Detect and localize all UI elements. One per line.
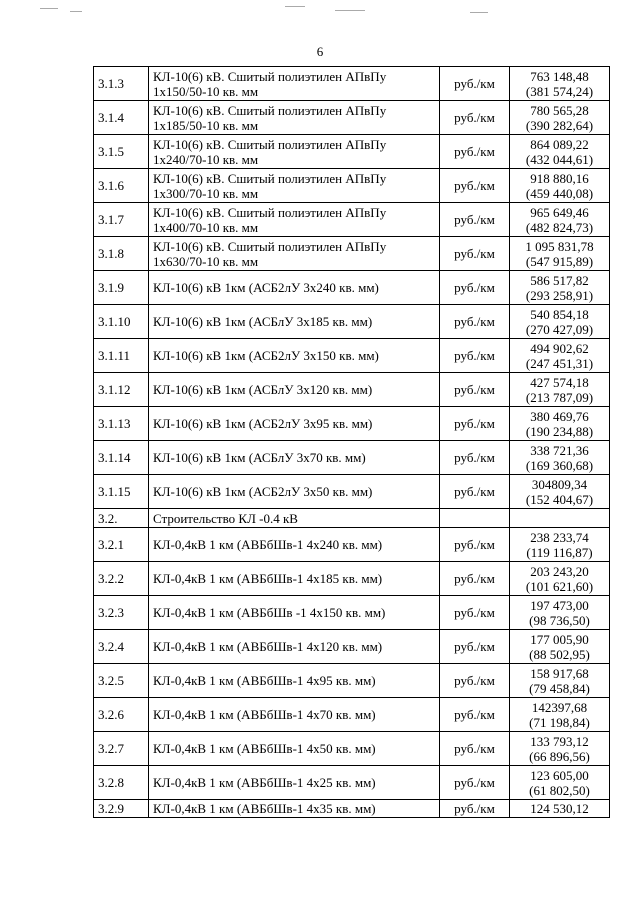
description-line: КЛ-10(6) кВ 1км (АСБлУ 3х70 кв. мм) (153, 450, 366, 465)
item-price (510, 67, 610, 101)
item-number: 3.2.9 (94, 800, 149, 818)
table-row (94, 766, 610, 800)
item-price (510, 630, 610, 664)
item-unit: руб./км (440, 596, 510, 630)
item-description (149, 237, 440, 271)
price-half-value: (152 404,67) (525, 491, 594, 507)
item-description (149, 339, 440, 373)
price-value: 494 902,62 (530, 340, 589, 356)
item-price (510, 373, 610, 407)
item-number: 3.2.4 (94, 630, 149, 664)
item-description (149, 407, 440, 441)
item-unit: руб./км (440, 373, 510, 407)
item-description (149, 441, 440, 475)
item-description (149, 373, 440, 407)
description-line: КЛ-10(6) кВ. Сшитый полиэтилен АПвПу (153, 136, 387, 152)
description-line: КЛ-0,4кВ 1 км (АВБбШв-1 4х240 кв. мм) (153, 537, 383, 552)
item-number: 3.2.6 (94, 698, 149, 732)
item-number: 3.1.14 (94, 441, 149, 475)
table-row (94, 67, 610, 101)
description-line: Строительство КЛ -0.4 кВ (153, 510, 298, 526)
item-price (510, 562, 610, 596)
price-value: 586 517,82 (530, 272, 589, 288)
description-line: КЛ-0,4кВ 1 км (АВБбШв-1 4х25 кв. мм) (153, 775, 376, 790)
item-price (510, 664, 610, 698)
item-description (149, 800, 440, 818)
price-value: 918 880,16 (530, 170, 589, 186)
item-number: 3.1.12 (94, 373, 149, 407)
price-value: 123 605,00 (530, 767, 589, 783)
item-number: 3.1.8 (94, 237, 149, 271)
price-value: 780 565,28 (530, 102, 589, 118)
item-unit: руб./км (440, 135, 510, 169)
item-unit: руб./км (440, 732, 510, 766)
description-line: КЛ-10(6) кВ. Сшитый полиэтилен АПвПу (153, 170, 387, 186)
item-description (149, 562, 440, 596)
table-row (94, 407, 610, 441)
scan-mark (70, 11, 82, 12)
item-number: 3.2.5 (94, 664, 149, 698)
item-number: 3.1.5 (94, 135, 149, 169)
item-price (510, 169, 610, 203)
price-value: 158 917,68 (530, 665, 589, 681)
item-unit: руб./км (440, 169, 510, 203)
item-price (510, 475, 610, 509)
price-value: 133 793,12 (530, 733, 589, 749)
description-line: КЛ-10(6) кВ. Сшитый полиэтилен АПвПу (153, 68, 387, 84)
table-row (94, 305, 610, 339)
scan-mark (470, 12, 488, 13)
item-unit: руб./км (440, 237, 510, 271)
price-value: 380 469,76 (530, 408, 589, 424)
description-line: 1х300/70-10 кв. мм (153, 185, 259, 201)
price-half-value: (101 621,60) (525, 578, 594, 594)
item-price (510, 237, 610, 271)
description-line: КЛ-10(6) кВ 1км (АСБ2лУ 3х50 кв. мм) (153, 484, 373, 499)
price-value: 197 473,00 (530, 597, 589, 613)
item-unit: руб./км (440, 698, 510, 732)
table-row (94, 562, 610, 596)
price-half-value: (88 502,95) (529, 646, 590, 662)
price-value: 142397,68 (531, 699, 588, 715)
description-line: КЛ-10(6) кВ. Сшитый полиэтилен АПвПу (153, 102, 387, 118)
price-half-value: (390 282,64) (525, 117, 594, 133)
item-description (149, 732, 440, 766)
item-number: 3.2.2 (94, 562, 149, 596)
item-number: 3.2.7 (94, 732, 149, 766)
price-value: 965 649,46 (530, 204, 589, 220)
item-price (510, 766, 610, 800)
description-line: КЛ-0,4кВ 1 км (АВБбШв-1 4х70 кв. мм) (153, 707, 376, 722)
table-row (94, 528, 610, 562)
table-row (94, 732, 610, 766)
item-number: 3.1.6 (94, 169, 149, 203)
price-half-value: (119 116,87) (526, 544, 593, 560)
price-value: 238 233,74 (530, 529, 589, 545)
item-number: 3.1.11 (94, 339, 149, 373)
scan-mark (335, 10, 365, 11)
item-price (510, 101, 610, 135)
description-line: КЛ-10(6) кВ. Сшитый полиэтилен АПвПу (153, 238, 387, 254)
description-line: КЛ-0,4кВ 1 км (АВБбШв-1 4х50 кв. мм) (153, 741, 376, 756)
price-half-value: (66 896,56) (529, 748, 590, 764)
item-price (510, 732, 610, 766)
description-line: КЛ-0,4кВ 1 км (АВБбШв-1 4х120 кв. мм) (153, 639, 383, 654)
price-value: 203 243,20 (530, 563, 589, 579)
item-description (149, 271, 440, 305)
item-price (510, 509, 610, 528)
item-number: 3.2.8 (94, 766, 149, 800)
item-unit: руб./км (440, 305, 510, 339)
price-value: 304809,34 (531, 476, 588, 492)
item-number: 3.1.7 (94, 203, 149, 237)
item-price (510, 698, 610, 732)
item-unit: руб./км (440, 407, 510, 441)
item-number: 3.2. (94, 509, 149, 528)
table-row (94, 630, 610, 664)
item-unit: руб./км (440, 562, 510, 596)
item-unit: руб./км (440, 475, 510, 509)
description-line: 1х185/50-10 кв. мм (153, 117, 259, 133)
item-description (149, 630, 440, 664)
table-row (94, 698, 610, 732)
price-half-value: (71 198,84) (529, 714, 590, 730)
item-description (149, 135, 440, 169)
price-half-value: (381 574,24) (525, 83, 594, 99)
table-row (94, 101, 610, 135)
description-line: КЛ-10(6) кВ 1км (АСБ2лУ 3х95 кв. мм) (153, 416, 373, 431)
price-value: 540 854,18 (530, 306, 589, 322)
price-half-value: (293 258,91) (525, 287, 594, 303)
item-price (510, 203, 610, 237)
price-value: 177 005,90 (530, 631, 589, 647)
table-row (94, 475, 610, 509)
item-description (149, 203, 440, 237)
table-row (94, 169, 610, 203)
description-line: 1х150/50-10 кв. мм (153, 83, 259, 99)
description-line: КЛ-0,4кВ 1 км (АВБбШв -1 4х150 кв. мм) (153, 605, 386, 620)
price-half-value: (459 440,08) (525, 185, 594, 201)
description-line: КЛ-10(6) кВ. Сшитый полиэтилен АПвПу (153, 204, 387, 220)
table-row (94, 596, 610, 630)
item-price (510, 441, 610, 475)
description-line: КЛ-0,4кВ 1 км (АВБбШв-1 4х35 кв. мм) (153, 801, 376, 816)
table-row (94, 271, 610, 305)
table-row (94, 441, 610, 475)
price-table-body (94, 67, 610, 818)
description-line: КЛ-0,4кВ 1 км (АВБбШв-1 4х185 кв. мм) (153, 571, 383, 586)
item-description (149, 528, 440, 562)
description-line: 1х630/70-10 кв. мм (153, 253, 259, 269)
item-number: 3.1.10 (94, 305, 149, 339)
item-price (510, 135, 610, 169)
item-unit: руб./км (440, 339, 510, 373)
item-description (149, 305, 440, 339)
item-unit: руб./км (440, 101, 510, 135)
item-unit: руб./км (440, 203, 510, 237)
scan-mark (40, 8, 58, 9)
price-value: 427 574,18 (530, 374, 589, 390)
item-unit: руб./км (440, 271, 510, 305)
price-half-value: (270 427,09) (525, 321, 594, 337)
table-row (94, 203, 610, 237)
item-unit (440, 509, 510, 528)
price-value: 124 530,12 (530, 801, 589, 816)
item-unit: руб./км (440, 441, 510, 475)
description-line: КЛ-10(6) кВ 1км (АСБлУ 3х185 кв. мм) (153, 314, 373, 329)
item-price (510, 305, 610, 339)
item-unit: руб./км (440, 67, 510, 101)
table-row (94, 237, 610, 271)
price-value: 763 148,48 (530, 68, 589, 84)
item-description (149, 169, 440, 203)
table-row (94, 800, 610, 818)
item-number: 3.1.15 (94, 475, 149, 509)
description-line: КЛ-0,4кВ 1 км (АВБбШв-1 4х95 кв. мм) (153, 673, 376, 688)
price-half-value: (213 787,09) (525, 389, 594, 405)
price-half-value: (247 451,31) (525, 355, 594, 371)
price-value: 338 721,36 (530, 442, 589, 458)
description-line: 1х240/70-10 кв. мм (153, 151, 259, 167)
page-number: 6 (316, 44, 324, 59)
item-unit: руб./км (440, 664, 510, 698)
description-line: КЛ-10(6) кВ 1км (АСБ2лУ 3х240 кв. мм) (153, 280, 379, 295)
description-line: КЛ-10(6) кВ 1км (АСБлУ 3х120 кв. мм) (153, 382, 373, 397)
item-unit: руб./км (440, 766, 510, 800)
item-number: 3.1.4 (94, 101, 149, 135)
price-half-value: (190 234,88) (525, 423, 594, 439)
item-number: 3.2.3 (94, 596, 149, 630)
item-description (149, 698, 440, 732)
price-value: 1 095 831,78 (525, 238, 594, 254)
item-description (149, 475, 440, 509)
description-line: КЛ-10(6) кВ 1км (АСБ2лУ 3х150 кв. мм) (153, 348, 379, 363)
table-row (94, 664, 610, 698)
table-row (94, 339, 610, 373)
price-half-value: (61 802,50) (529, 782, 590, 798)
item-price (510, 528, 610, 562)
item-number: 3.1.13 (94, 407, 149, 441)
item-price (510, 339, 610, 373)
item-description (149, 67, 440, 101)
item-number: 3.1.9 (94, 271, 149, 305)
price-table (93, 66, 610, 818)
price-half-value: (482 824,73) (525, 219, 594, 235)
item-description (149, 664, 440, 698)
price-half-value: (79 458,84) (529, 680, 590, 696)
item-description (149, 766, 440, 800)
price-half-value: (169 360,68) (525, 457, 594, 473)
item-price (510, 800, 610, 818)
price-half-value: (432 044,61) (525, 151, 594, 167)
item-description (149, 596, 440, 630)
item-unit: руб./км (440, 630, 510, 664)
item-price (510, 271, 610, 305)
item-unit: руб./км (440, 800, 510, 818)
item-price (510, 407, 610, 441)
table-row (94, 509, 610, 528)
price-half-value: (547 915,89) (525, 253, 594, 269)
item-number: 3.1.3 (94, 67, 149, 101)
price-value: 864 089,22 (530, 136, 589, 152)
item-description (149, 509, 440, 528)
scan-mark (285, 6, 305, 7)
item-number: 3.2.1 (94, 528, 149, 562)
table-row (94, 135, 610, 169)
item-unit: руб./км (440, 528, 510, 562)
item-price (510, 596, 610, 630)
table-row (94, 373, 610, 407)
item-description (149, 101, 440, 135)
price-half-value: (98 736,50) (529, 612, 590, 628)
description-line: 1х400/70-10 кв. мм (153, 219, 259, 235)
